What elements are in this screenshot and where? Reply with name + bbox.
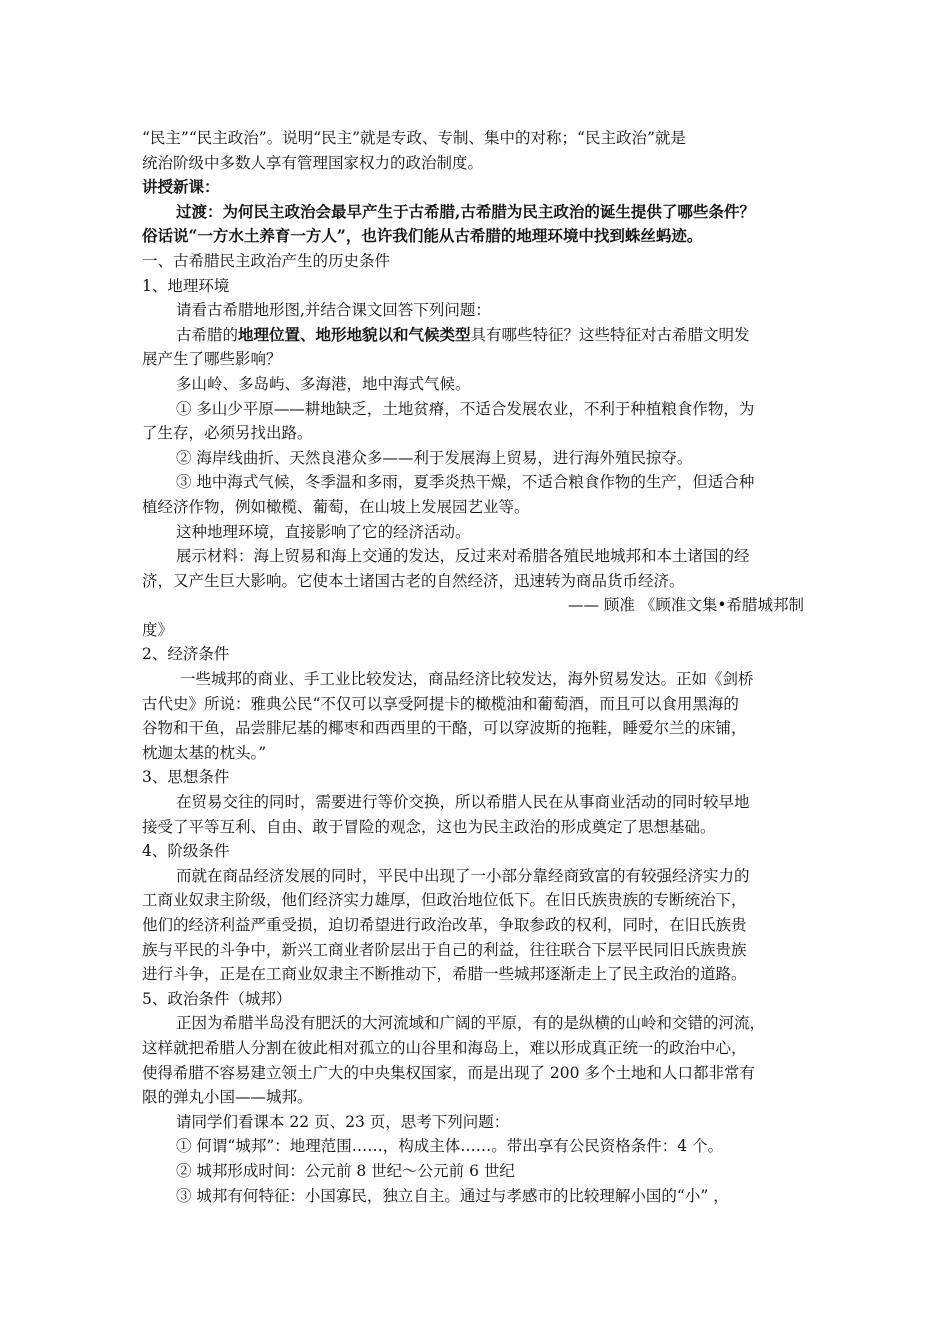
- text-line: 这种地理环境，直接影响了它的经济活动。: [176, 522, 471, 541]
- question-text: 具有哪些特征？这些特征对古希腊文明发: [470, 325, 750, 344]
- material-text: 展示材料：海上贸易和海上交通的发达，反过来对希腊各殖民地城邦和本土诸国的经: [176, 547, 750, 566]
- text-line: 古代史》所说：雅典公民“不仅可以享受阿提卡的橄榄油和葡萄酒，而且可以食用黑海的: [142, 694, 739, 713]
- list-item: ③ 地中海式气候，冬季温和多雨，夏季炎热干燥，不适合粮食作物的生产，但适合种: [176, 473, 755, 492]
- text-line: 而就在商品经济发展的同时，平民中出现了一小部分靠经商致富的有较强经济实力的: [176, 866, 750, 885]
- text-line: 使得希腊不容易建立领土广大的中央集权国家，而是出现了 200 多个土地和人口都非常有: [142, 1063, 755, 1082]
- subsection-title: 3、思想条件: [142, 768, 230, 787]
- text-line: 正因为希腊半岛没有肥沃的大河流域和广阔的平原，有的是纵横的山岭和交错的河流，: [176, 1014, 766, 1033]
- text-line: “民主”“民主政治”。说明“民主”就是专政、专制、集中的对称；“民主政治”就是: [142, 129, 686, 147]
- text-line: 展产生了哪些影响？: [142, 350, 282, 369]
- text-line: 工商业奴隶主阶级，他们经济实力雄厚，但政治地位低下。在旧氏族贵族的专断统治下，: [142, 891, 747, 910]
- text-line: 一些城邦的商业、手工业比较发达，商品经济比较发达，海外贸易发达。正如《剑桥: [180, 670, 754, 689]
- citation: —— 顾准 《顾准文集•希腊城邦制: [568, 596, 804, 615]
- document-body: [142, 126, 810, 1208]
- text-line: 了生存，必须另找出路。: [142, 424, 313, 443]
- text-line: 限的弹丸小国——城邦。: [142, 1088, 313, 1107]
- list-item: ① 多山少平原——耕地缺乏，土地贫瘠，不适合发展农业，不利于种植粮食作物，为: [176, 399, 755, 418]
- text-line: 族与平民的斗争中，新兴工商业者阶层出于自己的利益，往往联合下层平民同旧氏族贵族: [142, 940, 747, 959]
- text-line: 请看古希腊地形图,并结合课文回答下列问题：: [176, 301, 491, 320]
- list-item: ① 何谓“城邦”：地理范围……，构成主体……。带出享有公民资格条件：4 个。: [176, 1137, 724, 1156]
- subsection-title: 1、地理环境: [142, 276, 230, 295]
- material-text: 济，又产生巨大影响。它使本土诸国古老的自然经济，迅速转为商品货币经济。: [142, 571, 685, 590]
- text-line: 植经济作物，例如橄榄、葡萄，在山坡上发展园艺业等。: [142, 497, 530, 516]
- transition-text: 过渡：为何民主政治会最早产生于古希腊,古希腊为民主政治的诞生提供了哪些条件？: [176, 201, 755, 221]
- text-line: 统治阶级中多数人享有管理国家权力的政治制度。: [142, 153, 484, 172]
- list-item: ② 海岸线曲折、天然良港众多——利于发展海上贸易，进行海外殖民掠夺。: [176, 448, 693, 467]
- text-line: 这样就把希腊人分割在彼此相对孤立的山谷里和海岛上，难以形成真正统一的政治中心，: [142, 1038, 747, 1057]
- section-title: 一、古希腊民主政治产生的历史条件: [142, 251, 391, 270]
- text-line: 枕迦太基的枕头。”: [142, 743, 267, 762]
- question-text: 古希腊的: [176, 325, 239, 344]
- text-line: 请同学们看课本 22 页、23 页，思考下列问题：: [176, 1112, 510, 1131]
- subsection-title: 4、阶级条件: [142, 842, 230, 861]
- subsection-title: 5、政治条件（城邦）: [142, 989, 292, 1008]
- transition-text: 俗话说“一方水土养育一方人”，也许我们能从古希腊的地理环境中找到蛛丝蚂迹。: [142, 226, 703, 246]
- text-line: 多山岭、多岛屿、多海港，地中海式气候。: [176, 374, 471, 393]
- citation: 度》: [142, 620, 174, 639]
- text-line: 接受了平等互利、自由、敢于冒险的观念，这也为民主政治的形成奠定了思想基础。: [142, 817, 716, 836]
- text-line: 谷物和干鱼，品尝腓尼基的椰枣和西西里的干酪，可以穿波斯的拖鞋，睡爱尔兰的床铺，: [142, 719, 747, 738]
- text-line: 进行斗争，正是在工商业奴隶主不断推动下，希腊一些城邦逐渐走上了民主政治的道路。: [142, 965, 747, 984]
- text-line: 在贸易交往的同时，需要进行等价交换，所以希腊人民在从事商业活动的同时较早地: [176, 793, 750, 812]
- text-line: 他们的经济利益严重受损，迫切希望进行政治改革，争取参政的权利，同时，在旧氏族贵: [142, 916, 747, 934]
- section-heading: 讲授新课：: [142, 177, 220, 197]
- question-line: [142, 323, 810, 348]
- list-item: ② 城邦形成时间：公元前 8 世纪～公元前 6 世纪: [176, 1161, 515, 1180]
- list-item: ③ 城邦有何特征：小国寡民，独立自主。通过与孝感市的比较理解小国的“小” ，: [176, 1186, 729, 1205]
- subsection-title: 2、经济条件: [142, 645, 230, 664]
- question-emphasis: 地理位置、地形地貌以和气候类型: [238, 324, 471, 344]
